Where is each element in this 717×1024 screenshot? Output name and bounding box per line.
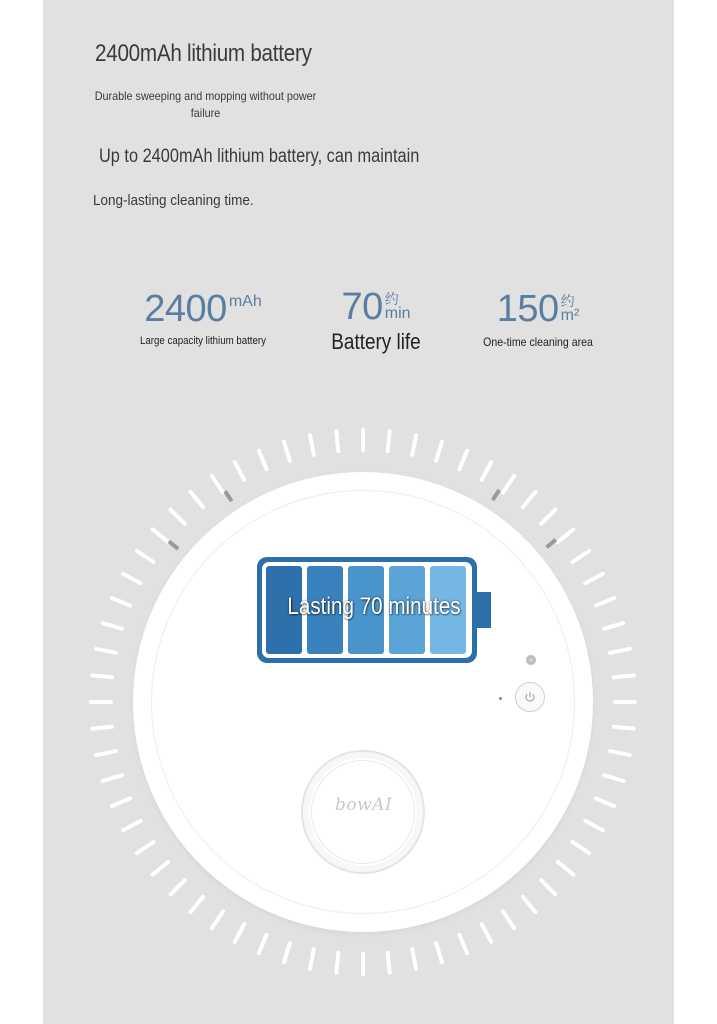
- stat-cleaning-area-unit: m²: [560, 307, 580, 324]
- ring-tick: [436, 943, 442, 962]
- page-subtitle: Durable sweeping and mopping without power failure: [94, 89, 317, 120]
- ring-tick: [190, 492, 203, 507]
- brand-logo: bowAI: [335, 795, 393, 815]
- stat-battery-life-value: 70: [341, 286, 383, 328]
- ring-tick: [310, 435, 314, 455]
- ring-tick: [123, 574, 141, 583]
- ring-tick: [284, 442, 290, 461]
- ring-tick: [614, 675, 634, 677]
- ring-tick: [596, 598, 614, 606]
- ring-tick: [459, 451, 467, 469]
- sensor-dot: [526, 655, 536, 665]
- stat-cleaning-area-label: One-time cleaning area: [483, 335, 593, 349]
- status-led: [499, 697, 502, 700]
- ring-accent-tick: [169, 541, 178, 549]
- ring-tick: [310, 949, 314, 969]
- ring-tick: [610, 649, 630, 653]
- ring-tick: [92, 727, 112, 729]
- ring-tick: [112, 798, 130, 806]
- ring-tick: [171, 880, 185, 894]
- ring-tick: [284, 943, 290, 962]
- ring-tick: [585, 574, 603, 583]
- ring-tick: [558, 529, 573, 542]
- ring-tick: [596, 798, 614, 806]
- stat-cleaning-area-cn: 约: [560, 293, 575, 309]
- ring-tick: [171, 510, 185, 524]
- ring-tick: [412, 949, 416, 969]
- ring-tick: [103, 623, 122, 629]
- ring-tick: [604, 775, 623, 781]
- ring-tick: [523, 897, 536, 912]
- stat-capacity-label: Large capacity lithium battery: [140, 335, 266, 347]
- ring-tick: [412, 435, 416, 455]
- ring-tick: [523, 492, 536, 507]
- ring-tick: [153, 529, 168, 542]
- ring-tick: [610, 751, 630, 755]
- product-panel: [43, 0, 674, 1024]
- ring-tick: [614, 727, 634, 729]
- ring-tick: [96, 649, 116, 653]
- stat-battery-life-label: Battery life: [331, 329, 421, 354]
- ring-tick: [235, 462, 244, 480]
- ring-accent-tick: [547, 540, 556, 548]
- ring-accent-tick: [493, 490, 499, 500]
- ring-tick: [137, 551, 154, 562]
- ring-tick: [388, 953, 390, 973]
- battery-graphic: [257, 557, 477, 663]
- ring-tick: [103, 775, 122, 781]
- stat-capacity-unit: mAh: [228, 293, 262, 310]
- page-title: 2400mAh lithium battery: [95, 40, 312, 67]
- ring-tick: [92, 675, 112, 677]
- stat-cleaning-area-value: 150: [496, 288, 559, 330]
- ring-tick: [235, 924, 244, 942]
- ring-tick: [153, 862, 168, 875]
- ring-tick: [212, 912, 223, 929]
- ring-tick: [96, 751, 116, 755]
- ring-tick: [558, 862, 573, 875]
- ring-tick: [573, 842, 590, 853]
- power-icon: [524, 691, 536, 703]
- ring-tick: [482, 462, 491, 480]
- lead-line-1: Up to 2400mAh lithium battery, can maintain: [99, 146, 420, 167]
- ring-tick: [459, 935, 467, 953]
- ring-tick: [212, 476, 223, 493]
- ring-tick: [190, 897, 203, 912]
- ring-tick: [137, 842, 154, 853]
- ring-tick: [259, 451, 267, 469]
- ring-tick: [604, 623, 623, 629]
- battery-label: Lasting 70 minutes: [287, 593, 461, 620]
- ring-tick: [336, 953, 338, 973]
- ring-tick: [112, 598, 130, 606]
- ring-tick: [573, 551, 590, 562]
- battery-terminal: [477, 592, 491, 628]
- ring-tick: [436, 442, 442, 461]
- stat-battery-life-cn: 约: [384, 291, 399, 307]
- stat-battery-life-unit: min: [384, 305, 411, 322]
- lead-line-2: Long-lasting cleaning time.: [93, 192, 254, 209]
- ring-tick: [503, 476, 514, 493]
- ring-tick: [541, 880, 555, 894]
- ring-tick: [585, 821, 603, 830]
- ring-tick: [482, 924, 491, 942]
- ring-tick: [336, 431, 338, 451]
- ring-tick: [123, 821, 141, 830]
- stat-capacity-value: 2400: [144, 288, 227, 330]
- ring-tick: [541, 510, 555, 524]
- power-button[interactable]: [515, 682, 545, 712]
- ring-tick: [503, 912, 514, 929]
- ring-accent-tick: [225, 491, 232, 501]
- ring-tick: [259, 935, 267, 953]
- ring-tick: [388, 431, 390, 451]
